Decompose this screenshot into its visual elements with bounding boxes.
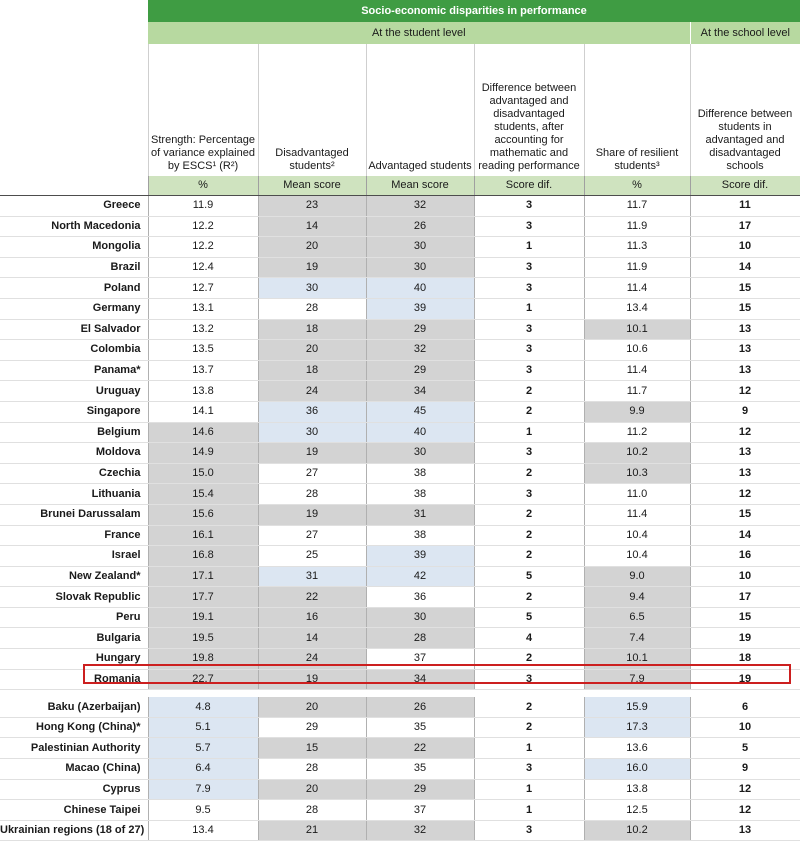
score-difference: 1 bbox=[474, 298, 584, 319]
score-difference: 1 bbox=[474, 738, 584, 759]
unit-label: Score dif. bbox=[690, 176, 800, 196]
advantaged-score: 45 bbox=[366, 401, 474, 422]
score-difference: 1 bbox=[474, 422, 584, 443]
country-name: Greece bbox=[0, 196, 148, 217]
advantaged-score: 26 bbox=[366, 697, 474, 717]
country-name: Brazil bbox=[0, 257, 148, 278]
school-score-difference: 19 bbox=[690, 628, 800, 649]
column-header-advantaged: Advantaged students bbox=[366, 44, 474, 176]
table-row bbox=[0, 717, 800, 738]
advantaged-score: 34 bbox=[366, 669, 474, 690]
disadvantaged-score: 25 bbox=[258, 546, 366, 567]
strength-value: 5.1 bbox=[148, 717, 258, 738]
disadvantaged-score: 19 bbox=[258, 669, 366, 690]
strength-value: 14.1 bbox=[148, 401, 258, 422]
advantaged-score: 37 bbox=[366, 800, 474, 821]
score-difference: 3 bbox=[474, 278, 584, 299]
country-name: Israel bbox=[0, 546, 148, 567]
advantaged-score: 40 bbox=[366, 422, 474, 443]
school-score-difference: 15 bbox=[690, 298, 800, 319]
advantaged-score: 38 bbox=[366, 484, 474, 505]
school-score-difference: 11 bbox=[690, 196, 800, 217]
score-difference: 2 bbox=[474, 546, 584, 567]
corner-blank bbox=[0, 22, 148, 44]
disadvantaged-score: 30 bbox=[258, 422, 366, 443]
score-difference: 3 bbox=[474, 196, 584, 217]
score-difference: 1 bbox=[474, 800, 584, 821]
country-name: El Salvador bbox=[0, 319, 148, 340]
resilient-share: 11.9 bbox=[584, 257, 690, 278]
disadvantaged-score: 28 bbox=[258, 800, 366, 821]
table-title: Socio-economic disparities in performance bbox=[148, 0, 800, 22]
school-score-difference: 13 bbox=[690, 463, 800, 484]
advantaged-score: 42 bbox=[366, 566, 474, 587]
school-score-difference: 10 bbox=[690, 566, 800, 587]
country-name: Chinese Taipei bbox=[0, 800, 148, 821]
resilient-share: 13.6 bbox=[584, 738, 690, 759]
country-name: Germany bbox=[0, 298, 148, 319]
strength-value: 16.8 bbox=[148, 546, 258, 567]
school-score-difference: 17 bbox=[690, 216, 800, 237]
advantaged-score: 30 bbox=[366, 443, 474, 464]
resilient-share: 11.2 bbox=[584, 422, 690, 443]
strength-value: 13.5 bbox=[148, 340, 258, 361]
country-name: Slovak Republic bbox=[0, 587, 148, 608]
table-row bbox=[0, 340, 800, 361]
strength-value: 19.5 bbox=[148, 628, 258, 649]
advantaged-score: 26 bbox=[366, 216, 474, 237]
disadvantaged-score: 28 bbox=[258, 484, 366, 505]
score-difference: 2 bbox=[474, 463, 584, 484]
disadvantaged-score: 27 bbox=[258, 525, 366, 546]
disadvantaged-score: 24 bbox=[258, 381, 366, 402]
resilient-share: 11.7 bbox=[584, 381, 690, 402]
advantaged-score: 39 bbox=[366, 546, 474, 567]
school-score-difference: 13 bbox=[690, 820, 800, 841]
disadvantaged-score: 16 bbox=[258, 607, 366, 628]
resilient-share: 10.4 bbox=[584, 525, 690, 546]
resilient-share: 11.7 bbox=[584, 196, 690, 217]
advantaged-score: 30 bbox=[366, 257, 474, 278]
column-header-resilient: Share of resilient students³ bbox=[584, 44, 690, 176]
school-score-difference: 9 bbox=[690, 759, 800, 780]
resilient-share: 10.3 bbox=[584, 463, 690, 484]
score-difference: 2 bbox=[474, 381, 584, 402]
country-name: Baku (Azerbaijan) bbox=[0, 697, 148, 717]
table-row bbox=[0, 525, 800, 546]
disadvantaged-score: 14 bbox=[258, 216, 366, 237]
resilient-share: 7.4 bbox=[584, 628, 690, 649]
resilient-share: 15.9 bbox=[584, 697, 690, 717]
strength-value: 22.7 bbox=[148, 669, 258, 690]
country-name: New Zealand* bbox=[0, 566, 148, 587]
country-name: Czechia bbox=[0, 463, 148, 484]
strength-value: 12.4 bbox=[148, 257, 258, 278]
country-name: Macao (China) bbox=[0, 759, 148, 780]
table-row bbox=[0, 196, 800, 217]
school-score-difference: 19 bbox=[690, 669, 800, 690]
table-row bbox=[0, 237, 800, 258]
school-score-difference: 10 bbox=[690, 717, 800, 738]
strength-value: 14.6 bbox=[148, 422, 258, 443]
country-name: Uruguay bbox=[0, 381, 148, 402]
score-difference: 2 bbox=[474, 504, 584, 525]
disadvantaged-score: 19 bbox=[258, 257, 366, 278]
strength-value: 4.8 bbox=[148, 697, 258, 717]
country-name: Mongolia bbox=[0, 237, 148, 258]
disadvantaged-score: 36 bbox=[258, 401, 366, 422]
resilient-share: 11.0 bbox=[584, 484, 690, 505]
disadvantaged-score: 18 bbox=[258, 360, 366, 381]
score-difference: 2 bbox=[474, 697, 584, 717]
country-name: Brunei Darussalam bbox=[0, 504, 148, 525]
advantaged-score: 28 bbox=[366, 628, 474, 649]
country-name: Romania bbox=[0, 669, 148, 690]
score-difference: 2 bbox=[474, 525, 584, 546]
unit-label: % bbox=[584, 176, 690, 196]
advantaged-score: 29 bbox=[366, 360, 474, 381]
school-score-difference: 12 bbox=[690, 422, 800, 443]
strength-value: 19.1 bbox=[148, 607, 258, 628]
advantaged-score: 32 bbox=[366, 340, 474, 361]
advantaged-score: 35 bbox=[366, 717, 474, 738]
strength-value: 19.8 bbox=[148, 649, 258, 670]
school-score-difference: 6 bbox=[690, 697, 800, 717]
school-score-difference: 12 bbox=[690, 381, 800, 402]
resilient-share: 10.1 bbox=[584, 649, 690, 670]
resilient-share: 7.9 bbox=[584, 669, 690, 690]
country-name: Moldova bbox=[0, 443, 148, 464]
score-difference: 3 bbox=[474, 820, 584, 841]
resilient-share: 10.1 bbox=[584, 319, 690, 340]
unit-label: Score dif. bbox=[474, 176, 584, 196]
unit-label: Mean score bbox=[258, 176, 366, 196]
table-row bbox=[0, 779, 800, 800]
table-row bbox=[0, 738, 800, 759]
advantaged-score: 29 bbox=[366, 779, 474, 800]
table-row bbox=[0, 319, 800, 340]
country-name: Colombia bbox=[0, 340, 148, 361]
corner-blank bbox=[0, 0, 148, 22]
table-row bbox=[0, 697, 800, 717]
disadvantaged-score: 14 bbox=[258, 628, 366, 649]
resilient-share: 11.3 bbox=[584, 237, 690, 258]
school-level-header: At the school level bbox=[690, 22, 800, 44]
disadvantaged-score: 15 bbox=[258, 738, 366, 759]
school-score-difference: 13 bbox=[690, 340, 800, 361]
section-gap bbox=[0, 690, 800, 698]
table-row bbox=[0, 800, 800, 821]
strength-value: 5.7 bbox=[148, 738, 258, 759]
table-row bbox=[0, 484, 800, 505]
resilient-share: 10.2 bbox=[584, 820, 690, 841]
disadvantaged-score: 21 bbox=[258, 820, 366, 841]
resilient-share: 10.6 bbox=[584, 340, 690, 361]
score-difference: 5 bbox=[474, 566, 584, 587]
score-difference: 2 bbox=[474, 717, 584, 738]
resilient-share: 10.4 bbox=[584, 546, 690, 567]
table-row bbox=[0, 628, 800, 649]
school-score-difference: 13 bbox=[690, 360, 800, 381]
advantaged-score: 30 bbox=[366, 607, 474, 628]
disadvantaged-score: 28 bbox=[258, 298, 366, 319]
score-difference: 3 bbox=[474, 484, 584, 505]
strength-value: 13.1 bbox=[148, 298, 258, 319]
disadvantaged-score: 19 bbox=[258, 443, 366, 464]
strength-value: 6.4 bbox=[148, 759, 258, 780]
country-name: Cyprus bbox=[0, 779, 148, 800]
country-name: Palestinian Authority bbox=[0, 738, 148, 759]
column-header-strength: Strength: Percentage of variance explained by ESCS¹ (R²) bbox=[148, 44, 258, 176]
corner-blank bbox=[0, 176, 148, 196]
strength-value: 12.2 bbox=[148, 216, 258, 237]
resilient-share: 13.8 bbox=[584, 779, 690, 800]
resilient-share: 10.2 bbox=[584, 443, 690, 464]
strength-value: 14.9 bbox=[148, 443, 258, 464]
table-row bbox=[0, 401, 800, 422]
table-row bbox=[0, 298, 800, 319]
country-name: Hong Kong (China)* bbox=[0, 717, 148, 738]
score-difference: 3 bbox=[474, 669, 584, 690]
school-score-difference: 5 bbox=[690, 738, 800, 759]
score-difference: 3 bbox=[474, 340, 584, 361]
table-row bbox=[0, 443, 800, 464]
school-score-difference: 15 bbox=[690, 504, 800, 525]
disadvantaged-score: 24 bbox=[258, 649, 366, 670]
table-row bbox=[0, 820, 800, 841]
resilient-share: 11.4 bbox=[584, 504, 690, 525]
disadvantaged-score: 28 bbox=[258, 759, 366, 780]
table-row bbox=[0, 422, 800, 443]
disadvantaged-score: 23 bbox=[258, 196, 366, 217]
advantaged-score: 40 bbox=[366, 278, 474, 299]
student-level-header: At the student level bbox=[148, 22, 690, 44]
resilient-share: 12.5 bbox=[584, 800, 690, 821]
advantaged-score: 37 bbox=[366, 649, 474, 670]
score-difference: 3 bbox=[474, 360, 584, 381]
strength-value: 11.9 bbox=[148, 196, 258, 217]
resilient-share: 9.0 bbox=[584, 566, 690, 587]
resilient-share: 16.0 bbox=[584, 759, 690, 780]
score-difference: 3 bbox=[474, 759, 584, 780]
unit-label: % bbox=[148, 176, 258, 196]
advantaged-score: 39 bbox=[366, 298, 474, 319]
score-difference: 3 bbox=[474, 257, 584, 278]
table-row bbox=[0, 669, 800, 690]
school-score-difference: 10 bbox=[690, 237, 800, 258]
score-difference: 4 bbox=[474, 628, 584, 649]
resilient-share: 6.5 bbox=[584, 607, 690, 628]
score-difference: 3 bbox=[474, 319, 584, 340]
strength-value: 17.1 bbox=[148, 566, 258, 587]
school-score-difference: 12 bbox=[690, 779, 800, 800]
score-difference: 3 bbox=[474, 443, 584, 464]
strength-value: 16.1 bbox=[148, 525, 258, 546]
school-score-difference: 12 bbox=[690, 484, 800, 505]
country-name: Ukrainian regions (18 of 27) bbox=[0, 820, 148, 841]
advantaged-score: 36 bbox=[366, 587, 474, 608]
advantaged-score: 38 bbox=[366, 463, 474, 484]
table-row bbox=[0, 759, 800, 780]
school-score-difference: 13 bbox=[690, 319, 800, 340]
strength-value: 17.7 bbox=[148, 587, 258, 608]
score-difference: 1 bbox=[474, 237, 584, 258]
strength-value: 13.4 bbox=[148, 820, 258, 841]
table-row bbox=[0, 546, 800, 567]
table-row bbox=[0, 257, 800, 278]
disadvantaged-score: 22 bbox=[258, 587, 366, 608]
strength-value: 12.7 bbox=[148, 278, 258, 299]
strength-value: 7.9 bbox=[148, 779, 258, 800]
table-row bbox=[0, 607, 800, 628]
country-name: France bbox=[0, 525, 148, 546]
country-name: North Macedonia bbox=[0, 216, 148, 237]
unit-label: Mean score bbox=[366, 176, 474, 196]
advantaged-score: 32 bbox=[366, 196, 474, 217]
strength-value: 15.4 bbox=[148, 484, 258, 505]
school-score-difference: 16 bbox=[690, 546, 800, 567]
country-name: Peru bbox=[0, 607, 148, 628]
advantaged-score: 32 bbox=[366, 820, 474, 841]
advantaged-score: 22 bbox=[366, 738, 474, 759]
table-row bbox=[0, 216, 800, 237]
score-difference: 2 bbox=[474, 587, 584, 608]
strength-value: 13.7 bbox=[148, 360, 258, 381]
disadvantaged-score: 20 bbox=[258, 340, 366, 361]
advantaged-score: 38 bbox=[366, 525, 474, 546]
score-difference: 5 bbox=[474, 607, 584, 628]
disadvantaged-score: 18 bbox=[258, 319, 366, 340]
strength-value: 9.5 bbox=[148, 800, 258, 821]
resilient-share: 9.9 bbox=[584, 401, 690, 422]
table-body bbox=[0, 196, 800, 841]
resilient-share: 11.4 bbox=[584, 360, 690, 381]
disadvantaged-score: 20 bbox=[258, 779, 366, 800]
country-name: Lithuania bbox=[0, 484, 148, 505]
disadvantaged-score: 20 bbox=[258, 237, 366, 258]
resilient-share: 17.3 bbox=[584, 717, 690, 738]
advantaged-score: 35 bbox=[366, 759, 474, 780]
table-row bbox=[0, 463, 800, 484]
table-row bbox=[0, 587, 800, 608]
strength-value: 15.0 bbox=[148, 463, 258, 484]
advantaged-score: 29 bbox=[366, 319, 474, 340]
resilient-share: 13.4 bbox=[584, 298, 690, 319]
country-name: Singapore bbox=[0, 401, 148, 422]
school-score-difference: 12 bbox=[690, 800, 800, 821]
resilient-share: 11.4 bbox=[584, 278, 690, 299]
table-row bbox=[0, 360, 800, 381]
strength-value: 13.8 bbox=[148, 381, 258, 402]
country-name: Poland bbox=[0, 278, 148, 299]
advantaged-score: 30 bbox=[366, 237, 474, 258]
column-header-difference: Difference between advantaged and disadvantaged students, after accounting for mathematic and reading performance bbox=[474, 44, 584, 176]
strength-value: 15.6 bbox=[148, 504, 258, 525]
country-name: Panama* bbox=[0, 360, 148, 381]
score-difference: 1 bbox=[474, 779, 584, 800]
country-name: Hungary bbox=[0, 649, 148, 670]
corner-blank bbox=[0, 44, 148, 176]
school-score-difference: 9 bbox=[690, 401, 800, 422]
table-row bbox=[0, 504, 800, 525]
disadvantaged-score: 19 bbox=[258, 504, 366, 525]
table-row bbox=[0, 566, 800, 587]
table-row bbox=[0, 278, 800, 299]
disadvantaged-score: 27 bbox=[258, 463, 366, 484]
school-score-difference: 17 bbox=[690, 587, 800, 608]
disadvantaged-score: 29 bbox=[258, 717, 366, 738]
school-score-difference: 18 bbox=[690, 649, 800, 670]
table-row bbox=[0, 649, 800, 670]
score-difference: 3 bbox=[474, 216, 584, 237]
disadvantaged-score: 20 bbox=[258, 697, 366, 717]
country-name: Belgium bbox=[0, 422, 148, 443]
strength-value: 13.2 bbox=[148, 319, 258, 340]
resilient-share: 9.4 bbox=[584, 587, 690, 608]
school-score-difference: 15 bbox=[690, 607, 800, 628]
score-difference: 2 bbox=[474, 649, 584, 670]
school-score-difference: 14 bbox=[690, 525, 800, 546]
resilient-share: 11.9 bbox=[584, 216, 690, 237]
disadvantaged-score: 30 bbox=[258, 278, 366, 299]
disadvantaged-score: 31 bbox=[258, 566, 366, 587]
column-header-disadvantaged: Disadvantaged students² bbox=[258, 44, 366, 176]
school-score-difference: 15 bbox=[690, 278, 800, 299]
country-name: Bulgaria bbox=[0, 628, 148, 649]
school-score-difference: 14 bbox=[690, 257, 800, 278]
school-score-difference: 13 bbox=[690, 443, 800, 464]
column-header-school-difference: Difference between students in advantaged and disadvantaged schools bbox=[690, 44, 800, 176]
advantaged-score: 34 bbox=[366, 381, 474, 402]
advantaged-score: 31 bbox=[366, 504, 474, 525]
score-difference: 2 bbox=[474, 401, 584, 422]
table-row bbox=[0, 381, 800, 402]
strength-value: 12.2 bbox=[148, 237, 258, 258]
